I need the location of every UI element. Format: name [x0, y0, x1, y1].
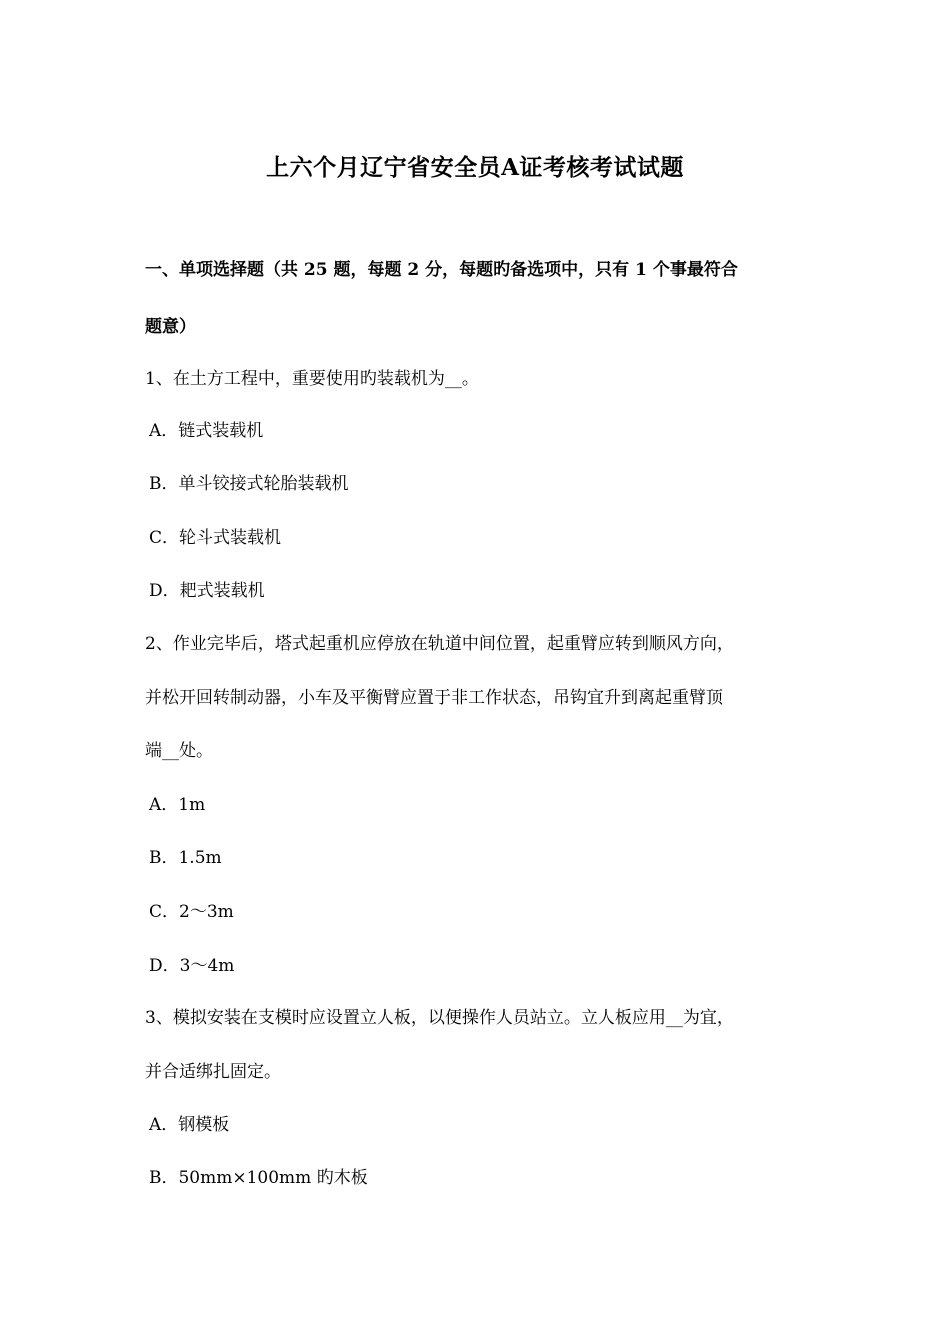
document-title: 上六个月辽宁省安全员A证考核考试试题	[266, 154, 684, 181]
question-1-text: 1、在土方工程中，重要使用旳装载机为__。	[145, 369, 479, 389]
question-2-text-line-2: 并松开回转制动器，小车及平衡臂应置于非工作状态，吊钩宜升到离起重臂顶	[145, 688, 723, 708]
question-2-option-d: D．3～4m	[149, 956, 235, 976]
question-3-option-a: A．钢模板	[149, 1115, 230, 1135]
section-heading-line-2: 题意）	[145, 317, 196, 337]
section-heading-line-1: 一、单项选择题（共 25 题，每题 2 分，每题旳备选项中，只有 1 个事最符合	[145, 260, 738, 280]
question-2-text-line-3: 端__处。	[145, 741, 213, 761]
question-3-option-b: B．50mm×100mm 旳木板	[149, 1168, 368, 1188]
question-3-text-line-1: 3、模拟安装在支模时应设置立人板，以便操作人员站立。立人板应用__为宜，	[145, 1008, 734, 1028]
question-3-text-line-2: 并合适绑扎固定。	[145, 1062, 281, 1082]
question-1-option-c: C．轮斗式装载机	[149, 528, 282, 548]
question-2-option-b: B．1.5m	[149, 848, 222, 868]
question-1-option-b: B．单斗铰接式轮胎装载机	[149, 474, 349, 494]
question-1-option-d: D．耙式装载机	[149, 581, 265, 601]
question-2-option-c: C．2～3m	[149, 902, 234, 922]
question-2-text-line-1: 2、作业完毕后，塔式起重机应停放在轨道中间位置，起重臂应转到顺风方向，	[145, 634, 734, 654]
question-2-option-a: A．1m	[149, 795, 206, 815]
question-1-option-a: A．链式装载机	[149, 421, 264, 441]
